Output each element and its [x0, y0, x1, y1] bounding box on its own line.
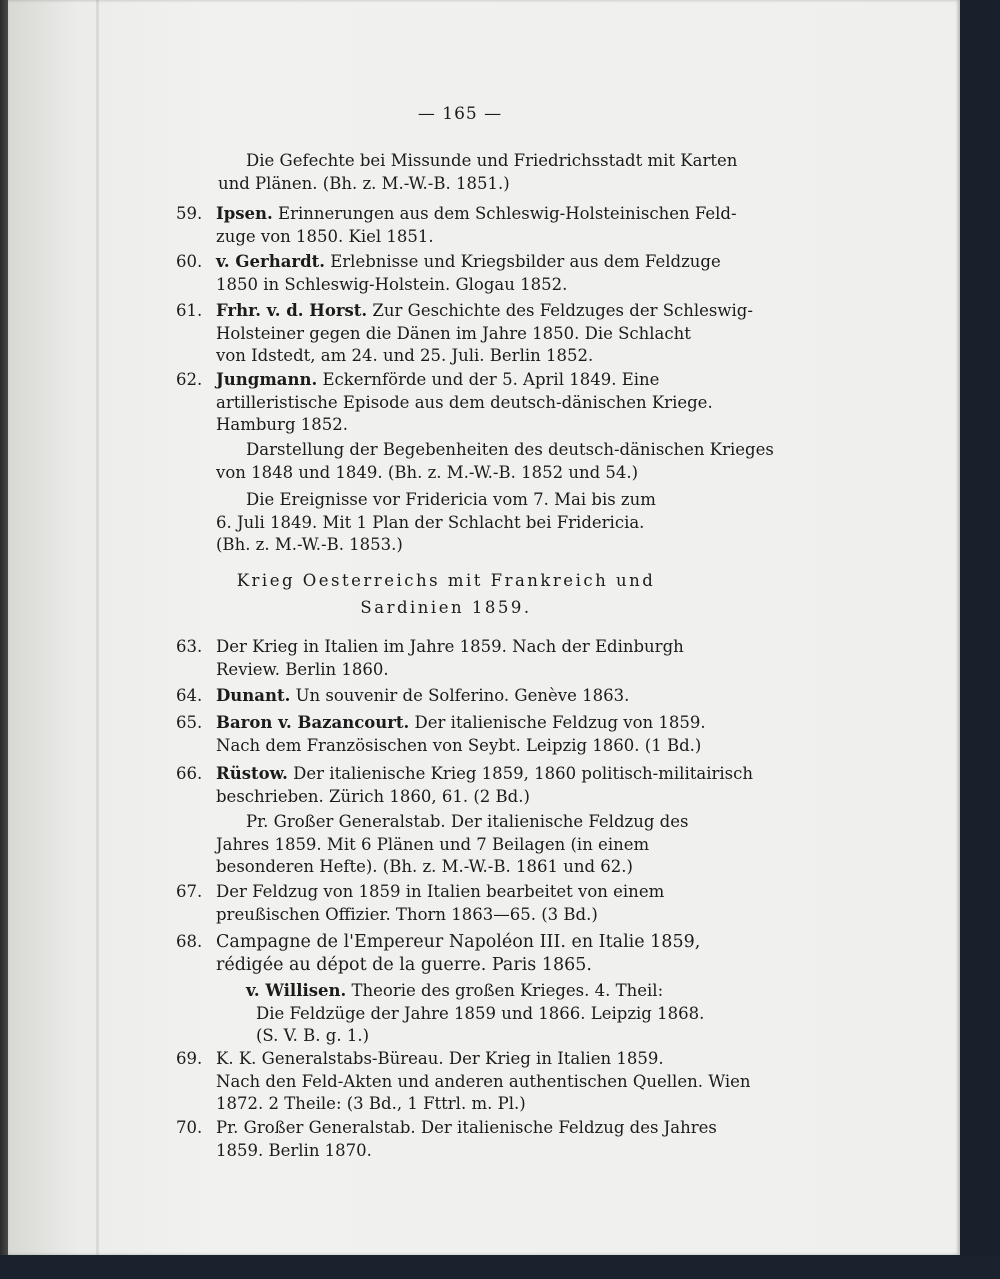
entry-line: Die Gefechte bei Missunde und Friedrichsstadt mit Karten — [246, 151, 738, 170]
section-heading-line: Krieg Oesterreichs mit Frankreich und — [236, 571, 656, 590]
entry-line: Eckernförde und der 5. April 1849. Eine — [322, 370, 660, 389]
entry-author: Dunant. — [216, 686, 291, 705]
entry-author: v. Willisen. — [246, 981, 347, 1000]
entry-line: (Bh. z. M.-W.-B. 1853.) — [216, 535, 403, 554]
entry-line: 1872. 2 Theile: (3 Bd., 1 Fttrl. m. Pl.) — [216, 1094, 526, 1113]
entry-line: 1850 in Schleswig-Holstein. Glogau 1852. — [216, 274, 568, 294]
page-number: — 165 — — [417, 104, 503, 124]
entry-number: 70. — [176, 1118, 203, 1137]
entry-darstellung — [216, 439, 774, 484]
page-content — [8, 0, 960, 1255]
entry-line: Darstellung der Begebenheiten des deutsch-dänischen Krieges — [246, 440, 774, 459]
entry-63 — [176, 636, 716, 681]
entry-number: 60. — [176, 252, 203, 271]
entry-number: 67. — [176, 882, 203, 901]
entry-line: Holsteiner gegen die Dänen im Jahre 1850. Die Schlacht — [216, 323, 691, 343]
entry-number: 59. — [176, 204, 203, 223]
entry-line: Campagne de l'Empereur Napoléon III. en Italie 1859, — [216, 932, 701, 952]
entry-59 — [176, 203, 737, 248]
entry-line: Der Krieg in Italien im Jahre 1859. Nach der Edinburgh — [216, 637, 684, 656]
entry-line: besonderen Hefte). (Bh. z. M.-W.-B. 1861 und 62.) — [216, 857, 633, 876]
entry-continuation-missunde — [218, 150, 738, 195]
entry-line: Zur Geschichte des Feldzuges der Schleswig- — [372, 301, 753, 320]
entry-ereignisse — [216, 489, 716, 557]
entry-line: beschrieben. Zürich 1860, 61. (2 Bd.) — [216, 786, 530, 806]
entry-line: Die Feldzüge der Jahre 1859 und 1866. Leipzig 1868. — [256, 1003, 705, 1023]
entry-author: v. Gerhardt. — [216, 252, 325, 271]
entry-line: Un souvenir de Solferino. Genève 1863. — [295, 686, 630, 705]
entry-generalstab-1861 — [216, 811, 716, 879]
entry-65 — [176, 712, 716, 757]
entry-number: 65. — [176, 713, 203, 732]
book-cover-edge — [960, 0, 1000, 1279]
entry-line: 1859. Berlin 1870. — [216, 1140, 372, 1160]
entry-author: Jungmann. — [216, 370, 318, 389]
entry-66 — [176, 763, 753, 808]
entry-line: zuge von 1850. Kiel 1851. — [216, 226, 434, 246]
entry-line: Der italienische Feldzug von 1859. — [414, 713, 706, 732]
section-heading — [176, 570, 716, 619]
entry-line: preußischen Offizier. Thorn 1863—65. (3 Bd.) — [216, 904, 598, 924]
entry-line: Erinnerungen aus dem Schleswig-Holsteinischen Feld- — [278, 204, 737, 223]
entry-number: 63. — [176, 637, 203, 656]
entry-68 — [176, 931, 716, 976]
entry-line: Theorie des großen Krieges. 4. Theil: — [351, 981, 664, 1000]
book-binding — [0, 0, 8, 1279]
entry-number: 62. — [176, 370, 203, 389]
entry-willisen — [246, 980, 716, 1048]
entry-line: Der Feldzug von 1859 in Italien bearbeitet von einem — [216, 882, 665, 901]
section-heading-line: Sardinien 1859. — [360, 597, 532, 617]
entry-line: K. K. Generalstabs-Büreau. Der Krieg in Italien 1859. — [216, 1049, 664, 1068]
entry-line: Nach den Feld-Akten und anderen authentischen Quellen. Wien — [216, 1071, 751, 1091]
entry-line: Nach dem Französischen von Seybt. Leipzig 1860. (1 Bd.) — [216, 735, 702, 755]
entry-line: artilleristische Episode aus dem deutsch-dänischen Kriege. — [216, 392, 713, 412]
entry-69 — [176, 1048, 751, 1116]
entry-number: 68. — [176, 932, 203, 951]
entry-line: rédigée au dépot de la guerre. Paris 1865. — [216, 954, 592, 975]
entry-number: 64. — [176, 686, 203, 705]
entry-line: von 1848 und 1849. (Bh. z. M.-W.-B. 1852 und 54.) — [216, 462, 639, 482]
entry-line: und Plänen. (Bh. z. M.-W.-B. 1851.) — [218, 173, 510, 193]
entry-number: 61. — [176, 301, 203, 320]
entry-line: (S. V. B. g. 1.) — [256, 1026, 370, 1045]
entry-author: Rüstow. — [216, 764, 288, 783]
entry-61 — [176, 300, 753, 368]
entry-60 — [176, 251, 721, 296]
book-cover-bottom — [0, 1255, 1000, 1279]
entry-line: Pr. Großer Generalstab. Der italienische Feldzug des Jahres — [216, 1118, 717, 1137]
entry-67 — [176, 881, 716, 926]
entry-line: Die Ereignisse vor Fridericia vom 7. Mai bis zum — [246, 490, 656, 509]
entry-author: Frhr. v. d. Horst. — [216, 301, 368, 320]
entry-author: Baron v. Bazancourt. — [216, 713, 410, 732]
book-page — [8, 0, 960, 1255]
entry-author: Ipsen. — [216, 204, 273, 223]
entry-line: 6. Juli 1849. Mit 1 Plan der Schlacht bei Fridericia. — [216, 512, 645, 532]
entry-number: 69. — [176, 1049, 203, 1068]
entry-line: Erlebnisse und Kriegsbilder aus dem Feldzuge — [330, 252, 721, 271]
entry-line: Review. Berlin 1860. — [216, 659, 389, 679]
entry-line: Pr. Großer Generalstab. Der italienische Feldzug des — [246, 812, 689, 831]
entry-70 — [176, 1117, 716, 1162]
entry-number: 66. — [176, 764, 203, 783]
entry-line: Jahres 1859. Mit 6 Plänen und 7 Beilagen (in einem — [216, 834, 650, 854]
entry-line: Der italienische Krieg 1859, 1860 politisch-militairisch — [293, 764, 753, 783]
entry-line: von Idstedt, am 24. und 25. Juli. Berlin 1852. — [216, 346, 594, 365]
entry-64 — [176, 685, 716, 708]
entry-line: Hamburg 1852. — [216, 415, 348, 434]
entry-62 — [176, 369, 716, 437]
